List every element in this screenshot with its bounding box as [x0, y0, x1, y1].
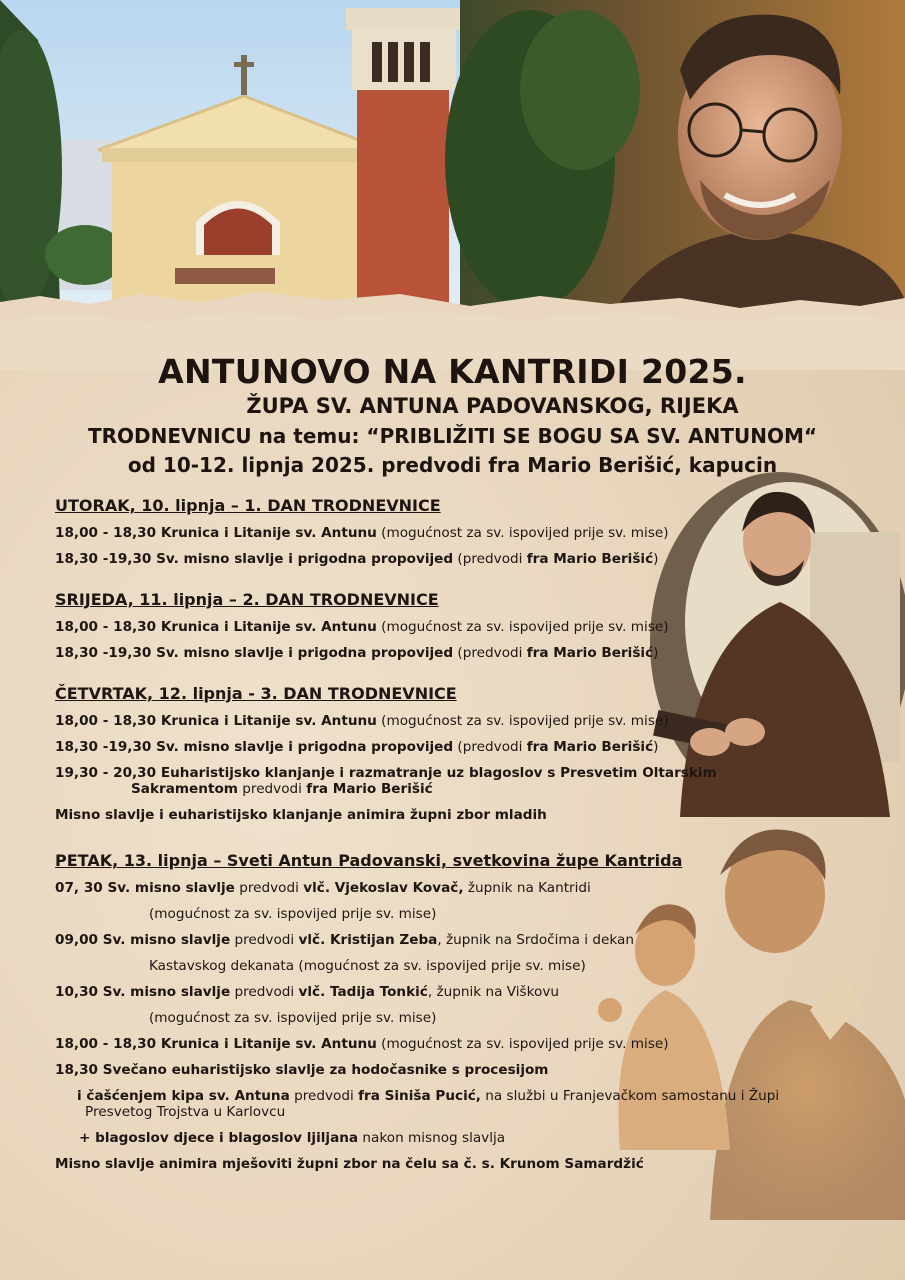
blessing-note: nakon misnog slavlja: [358, 1130, 506, 1146]
presider-name: fra Siniša Pucić,: [358, 1088, 481, 1104]
confession-note: Kastavskog dekanata (mogućnost za sv. ispovijed prije sv. mise): [149, 958, 586, 974]
schedule-line: [55, 781, 815, 797]
procession-line: 18,30 Svečano euharistijsko slavlje za hodočasnike s procesijom: [55, 1062, 549, 1078]
presider-role: župnik na Kantridi: [463, 880, 591, 896]
schedule-line: [55, 739, 815, 755]
presider-role-cont: Presvetog Trojstva u Karlovcu: [85, 1104, 286, 1120]
day-2: [55, 590, 815, 661]
schedule-line: [55, 984, 815, 1000]
day-3: [55, 684, 815, 823]
mass-time: 10,30 Sv. misno slavlje: [55, 984, 231, 1000]
presider-role: , župnik na Viškovu: [427, 984, 559, 1000]
mass-time: 18,30 -19,30 Sv. misno slavlje i prigodna propovijed: [55, 645, 454, 661]
presider-prefix: predvodi: [234, 880, 304, 896]
schedule-line: [55, 619, 815, 635]
adoration-time: 19,30 - 20,30 Euharistijsko klanjanje i razmatranje uz blagoslov s Presvetim Oltarskim: [55, 765, 717, 781]
presider-name: fra Mario Berišić: [526, 645, 654, 661]
presider-prefix: (predvodi: [453, 739, 527, 755]
presider-prefix: (predvodi: [453, 645, 527, 661]
confession-note: (mogućnost za sv. ispovijed prije sv. mise): [149, 1010, 437, 1026]
presider-suffix: ): [653, 645, 659, 661]
presider-prefix: predvodi: [289, 1088, 359, 1104]
schedule-line: [55, 880, 815, 896]
presider-role: , župnik na Srdočima i dekan: [437, 932, 634, 948]
schedule-line: [55, 525, 815, 541]
presider-name: fra Mario Berišić: [526, 551, 654, 567]
event-dates: od 10-12. lipnja 2025. predvodi fra Mario Berišić, kapucin: [127, 453, 778, 477]
presider-name: fra Mario Berišić: [306, 781, 433, 797]
schedule-line: [55, 645, 815, 661]
presider-suffix: ): [653, 739, 659, 755]
choir-note: Misno slavlje i euharistijsko klanjanje animira župni zbor mladih: [55, 807, 547, 823]
confession-note: (mogućnost za sv. ispovijed prije sv. mise): [376, 713, 669, 729]
presider-name: vlč. Tadija Tonkić: [298, 984, 428, 1000]
confession-note: (mogućnost za sv. ispovijed prije sv. mise): [149, 906, 437, 922]
day-2-title: SRIJEDA, 11. lipnja – 2. DAN TRODNEVNICE: [55, 590, 439, 609]
event-schedule: [55, 496, 815, 1195]
rosary-time: 18,00 - 18,30 Krunica i Litanije sv. Antunu: [55, 1036, 377, 1052]
mass-time: 18,30 -19,30 Sv. misno slavlje i prigodna propovijed: [55, 739, 454, 755]
blessing-text: + blagoslov djece i blagoslov ljiljana: [79, 1130, 359, 1146]
mass-time: 18,30 -19,30 Sv. misno slavlje i prigodna propovijed: [55, 551, 454, 567]
day-1-title: UTORAK, 10. lipnja – 1. DAN TRODNEVNICE: [55, 496, 441, 515]
presider-prefix: (predvodi: [453, 551, 527, 567]
sacrament-word: Sakramentom: [131, 781, 238, 797]
mass-time: 07, 30 Sv. misno slavlje: [55, 880, 235, 896]
rosary-time: 18,00 - 18,30 Krunica i Litanije sv. Antunu: [55, 619, 377, 635]
schedule-line: [55, 551, 815, 567]
presider-name: fra Mario Berišić: [526, 739, 654, 755]
event-topic: TRODNEVNICU na temu: “PRIBLIŽITI SE BOGU SA SV. ANTUNOM“: [87, 424, 817, 448]
presider-prefix: predvodi: [230, 984, 299, 1000]
confession-note: (mogućnost za sv. ispovijed prije sv. mise): [376, 619, 669, 635]
choir-note: Misno slavlje animira mješoviti župni zbor na čelu sa č. s. Krunom Samardžić: [55, 1156, 644, 1172]
header-photo: [0, 0, 905, 340]
schedule-line: [55, 713, 815, 729]
confession-note: (mogućnost za sv. ispovijed prije sv. mise): [376, 525, 669, 541]
schedule-line: [55, 1088, 815, 1104]
schedule-line: [55, 1036, 815, 1052]
veneration-text: i čašćenjem kipa sv. Antuna: [77, 1088, 290, 1104]
rosary-time: 18,00 - 18,30 Krunica i Litanije sv. Antunu: [55, 525, 377, 541]
presider-role: na službi u Franjevačkom samostanu i Župi: [480, 1088, 780, 1104]
day-1: [55, 496, 815, 567]
mass-time: 09,00 Sv. misno slavlje: [55, 932, 231, 948]
parish-name: ŽUPA SV. ANTUNA PADOVANSKOG, RIJEKA: [246, 394, 739, 418]
schedule-line: [55, 932, 815, 948]
presider-name: vlč. Kristijan Zeba: [298, 932, 438, 948]
rosary-time: 18,00 - 18,30 Krunica i Litanije sv. Antunu: [55, 713, 377, 729]
schedule-line: [55, 765, 815, 781]
church-and-portrait-image: [0, 0, 905, 340]
schedule-line: [55, 1130, 815, 1146]
presider-name: vlč. Vjekoslav Kovač,: [303, 880, 464, 896]
day-3-title: ČETVRTAK, 12. lipnja - 3. DAN TRODNEVNICE: [55, 684, 457, 703]
page-title: ANTUNOVO NA KANTRIDI 2025.: [158, 352, 747, 391]
confession-note: (mogućnost za sv. ispovijed prije sv. mise): [376, 1036, 669, 1052]
presider-prefix: predvodi: [237, 781, 307, 797]
presider-prefix: predvodi: [230, 932, 299, 948]
day-4-title: PETAK, 13. lipnja – Sveti Antun Padovanski, svetkovina župe Kantrida: [55, 851, 683, 870]
presider-suffix: ): [653, 551, 659, 567]
day-4: [55, 851, 815, 1172]
